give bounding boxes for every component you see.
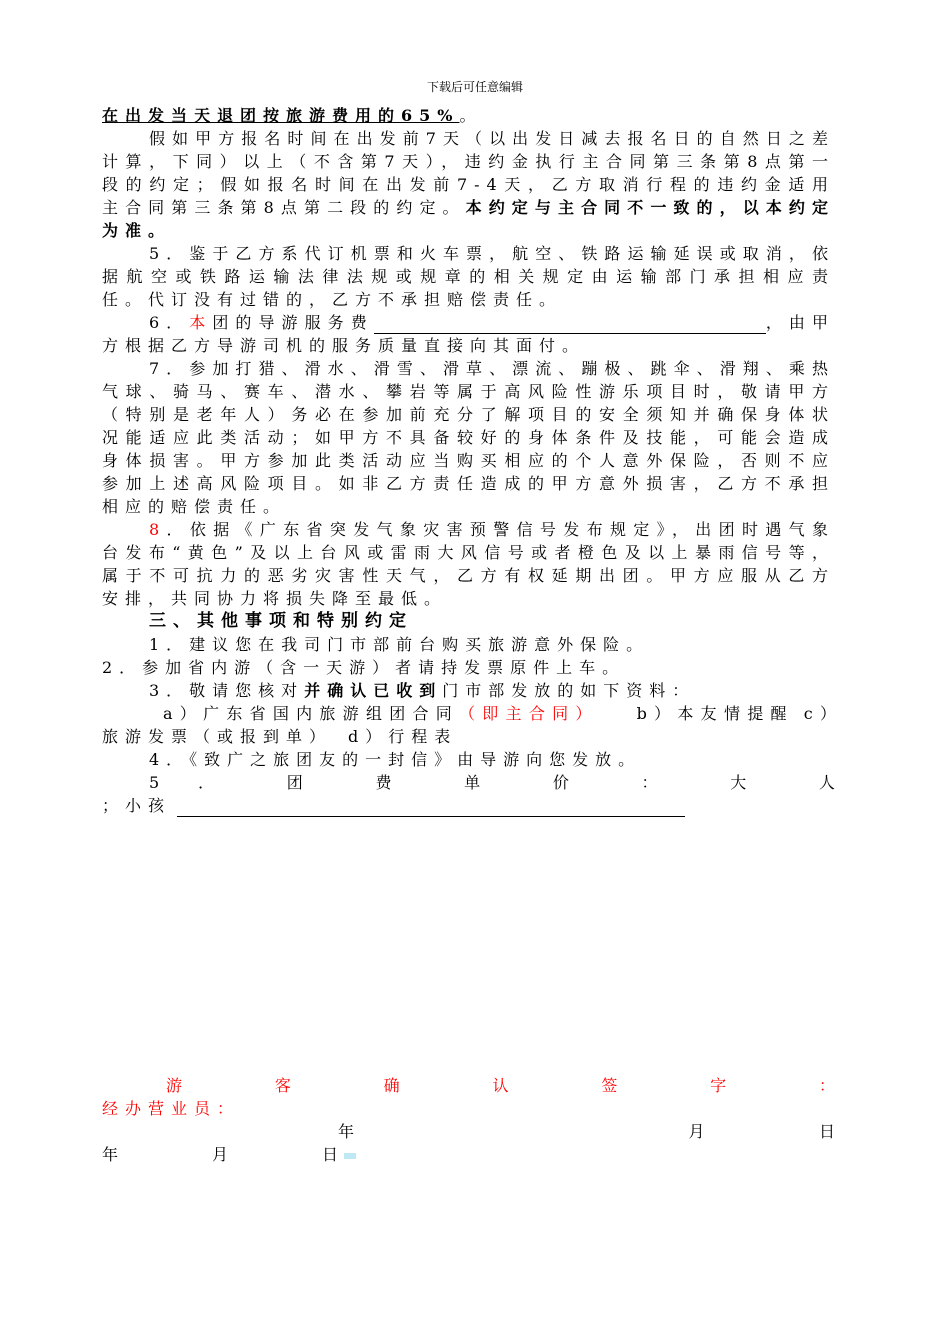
clause-7: 7．参加打猎、滑水、滑雪、滑草、漂流、蹦极、跳伞、滑翔、乘热气球、骑马、赛车、潜水、攀岩等属于高风险性游乐项目时，敬请甲方（特别是老年人）务必在参加前充分了解项目的安全须知并确保身体状况能适应此类活动；如甲方不具备较好的身体条件及技能，可能会造成身体损害。甲方参加此类活动应当购买相应的个人意外保险，否则不应参加上述高风险项目。如非乙方责任造成的甲方意外损害，乙方不承担相应的赔偿责任。 bbox=[102, 359, 835, 516]
staff-month: 月 bbox=[212, 1145, 229, 1164]
penalty-paragraph bbox=[102, 127, 835, 242]
staff-date-row bbox=[102, 1143, 835, 1166]
item-5-dot: ． bbox=[198, 773, 248, 792]
page-header-note: 下载后可任意编辑 bbox=[426, 80, 523, 94]
clause-8-number: 8 bbox=[149, 520, 167, 539]
item-5-char-3: 单 bbox=[464, 773, 514, 792]
section-3-title: 三、其他事项和特别约定 bbox=[149, 611, 413, 631]
clause-6-number: 6． bbox=[149, 313, 190, 332]
clause-6-text: 团的导游服务费 bbox=[212, 313, 374, 332]
clause-8 bbox=[102, 518, 835, 610]
item-5-char-6: 人 bbox=[818, 773, 835, 792]
refund-rule-bold: 在出发当天退团按旅游费用的65% bbox=[102, 106, 460, 125]
child-price-blank[interactable] bbox=[177, 800, 685, 817]
item-3-bold: 并确认已收到 bbox=[304, 681, 443, 700]
clause-6-red-char: 本 bbox=[189, 313, 213, 332]
sig-char-5: 签 bbox=[601, 1076, 618, 1095]
item-5-colon: ： bbox=[641, 773, 692, 792]
child-price-line bbox=[102, 794, 835, 817]
material-b-tail: 友情提醒 bbox=[700, 704, 794, 723]
refund-rule-tail: 。 bbox=[459, 106, 483, 125]
item-5-char-5: 大 bbox=[730, 773, 780, 792]
signature-block bbox=[102, 1074, 835, 1166]
section-3-item-5 bbox=[102, 771, 835, 794]
refund-rule-line bbox=[102, 104, 835, 127]
item-5-number: 5 bbox=[149, 773, 160, 792]
item-5-char-1: 团 bbox=[286, 773, 337, 792]
section-3-item-1: 1．建议您在我司门市部前台购买旅游意外保险。 bbox=[149, 635, 650, 654]
material-a-note: （即主合同） bbox=[459, 704, 599, 723]
item-5-char-2: 费 bbox=[375, 773, 426, 792]
clause-6 bbox=[102, 311, 835, 357]
text-cursor-marker bbox=[344, 1153, 356, 1159]
clause-6-comma: ， bbox=[765, 313, 789, 332]
staff-signature-label: 经办营业员： bbox=[102, 1099, 241, 1118]
tourist-year: 年 bbox=[338, 1122, 355, 1141]
sig-char-6: 字 bbox=[710, 1076, 727, 1095]
tourist-day: 日 bbox=[818, 1122, 835, 1141]
clause-8-text: ．依据《广东省突发气象灾害预警信号发布规定》，出团时遇气象台发布“黄色”及以上台风或雷雨大风信号或者橙色及以上暴雨信号等，属于不可抗力的恶劣灾害性天气，乙方有权延期出团。甲方应服从乙方安排，共同协力将损失降至最低。 bbox=[102, 520, 835, 608]
section-3-item-3 bbox=[102, 679, 835, 702]
material-b: b）本 bbox=[636, 704, 701, 723]
staff-day: 日 bbox=[322, 1145, 339, 1164]
penalty-text: 假如甲方报名时间在出发前7天（以出发日减去报名日的自然日之差计算，下同）以上（不含第7天），违约金执行主合同第三条第8点第一段的约定；假如报名时间在出发前7-4天，乙方取消行程的违约金适用主合同第三条第8点第二段的约定。 bbox=[102, 129, 835, 217]
sig-char-1: 游 bbox=[166, 1076, 183, 1095]
item-5-char-4: 价 bbox=[552, 773, 603, 792]
material-c: c）旅游发票（或报到单） bbox=[102, 704, 835, 746]
material-d: d）行程表 bbox=[348, 727, 458, 746]
tourist-date-row bbox=[102, 1120, 835, 1143]
section-3-item-4: 4．《致广之旅团友的一封信》由导游向您发放。 bbox=[149, 750, 642, 769]
tourist-month: 月 bbox=[688, 1122, 705, 1141]
material-a: a）广东省国内旅游组团合同 bbox=[163, 704, 460, 723]
clause-6-tail: 由甲方根据乙方导游司机的服务质量直接向其面付。 bbox=[102, 313, 835, 355]
contract-body bbox=[102, 104, 835, 817]
sig-char-7: ： bbox=[818, 1076, 835, 1095]
sig-char-3: 确 bbox=[383, 1076, 400, 1095]
sig-char-2: 客 bbox=[274, 1076, 291, 1095]
child-price-label: ；小孩 bbox=[102, 796, 172, 815]
clause-5: 5．鉴于乙方系代订机票和火车票，航空、铁路运输延误或取消，依据航空或铁路运输法律法规或规章的相关规定由运输部门承担相应责任。代订没有过错的，乙方不承担赔偿责任。 bbox=[102, 244, 835, 309]
guide-fee-blank[interactable] bbox=[374, 317, 766, 334]
penalty-bold-text: 本约定与主合同不一致的，以本约定为准。 bbox=[102, 198, 835, 240]
materials-list bbox=[102, 702, 835, 748]
section-3-item-2: 2．参加省内游（含一天游）者请持发票原件上车。 bbox=[102, 658, 626, 677]
item-3-pre: 3．敬请您核对 bbox=[149, 681, 305, 700]
item-3-post: 门市部发放的如下资料： bbox=[442, 681, 696, 700]
staff-year: 年 bbox=[102, 1145, 119, 1164]
tourist-signature-label bbox=[102, 1074, 835, 1097]
sig-char-4: 认 bbox=[492, 1076, 509, 1095]
